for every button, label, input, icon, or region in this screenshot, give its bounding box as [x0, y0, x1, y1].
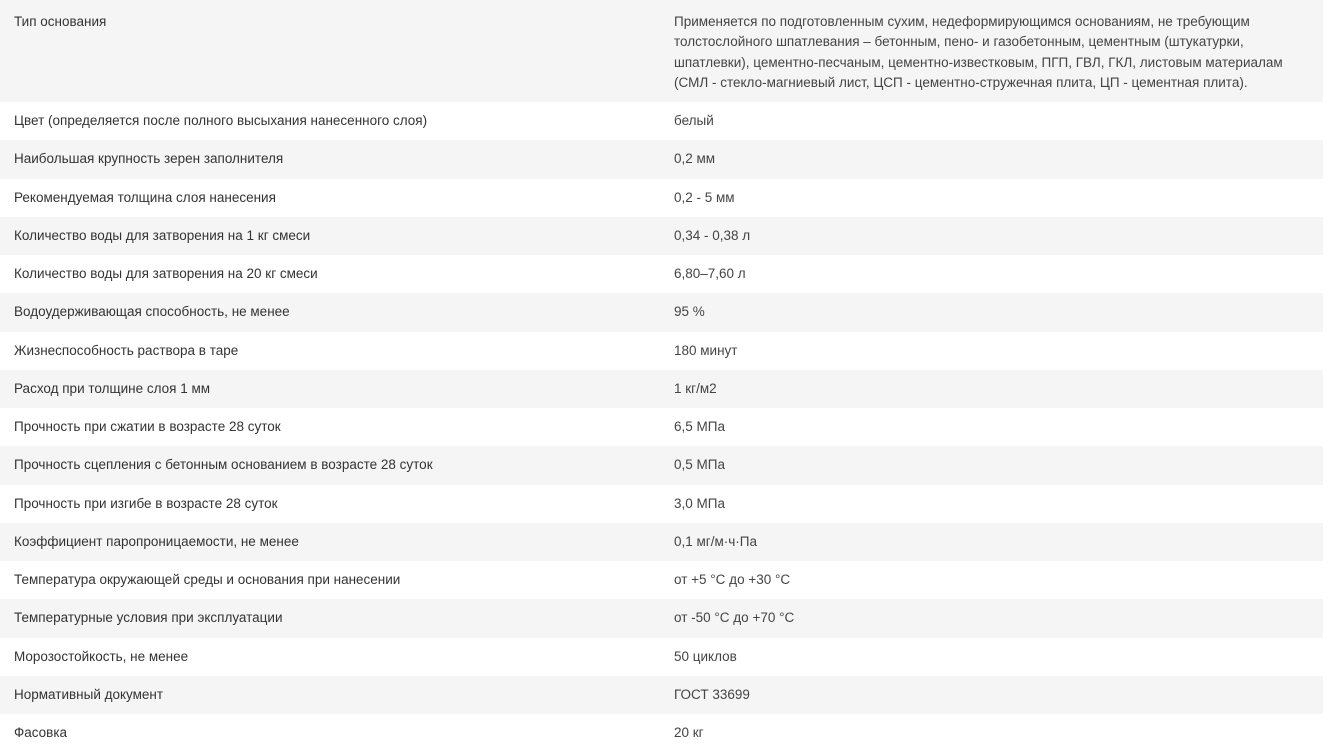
spec-value-cell: 3,0 МПа — [660, 485, 1323, 523]
spec-name-cell: Прочность при сжатии в возрасте 28 суток — [0, 408, 660, 446]
spec-value-cell: 95 % — [660, 293, 1323, 331]
table-row — [0, 523, 1323, 561]
spec-value-cell: белый — [660, 102, 1323, 140]
table-row — [0, 179, 1323, 217]
spec-value-cell: 20 кг — [660, 714, 1323, 752]
table-row — [0, 714, 1323, 752]
spec-value-cell: от -50 °С до +70 °С — [660, 599, 1323, 637]
spec-value-cell: Применяется по подготовленным сухим, недеформирующимся основаниям, не требующим толстослойного шпатлевания – бетонным, пено- и газобетонным, цементным (штукатурки, шпатлевки), цементно-песчаным, цементно-известковым, ПГП, ГВЛ, ГКЛ, листовым материалам (СМЛ - стекло-магниевый лист, ЦСП - цементно-стружечная плита, ЦП - цементная плита). — [660, 0, 1323, 102]
table-row — [0, 446, 1323, 484]
spec-value-cell: ГОСТ 33699 — [660, 676, 1323, 714]
spec-value-cell: 180 минут — [660, 332, 1323, 370]
table-row — [0, 217, 1323, 255]
table-row — [0, 0, 1323, 102]
spec-value-cell: 0,1 мг/м·ч·Па — [660, 523, 1323, 561]
spec-value-cell: 1 кг/м2 — [660, 370, 1323, 408]
spec-name-cell: Нормативный документ — [0, 676, 660, 714]
spec-name-cell: Рекомендуемая толщина слоя нанесения — [0, 179, 660, 217]
spec-name-cell: Температура окружающей среды и основания при нанесении — [0, 561, 660, 599]
spec-name-cell: Расход при толщине слоя 1 мм — [0, 370, 660, 408]
table-row — [0, 140, 1323, 178]
table-row — [0, 102, 1323, 140]
spec-value-cell: 50 циклов — [660, 638, 1323, 676]
spec-name-cell: Количество воды для затворения на 20 кг смеси — [0, 255, 660, 293]
spec-name-cell: Коэффициент паропроницаемости, не менее — [0, 523, 660, 561]
table-row — [0, 255, 1323, 293]
spec-value-cell: 0,34 - 0,38 л — [660, 217, 1323, 255]
spec-name-cell: Фасовка — [0, 714, 660, 752]
table-row — [0, 638, 1323, 676]
spec-value-cell: 6,5 МПа — [660, 408, 1323, 446]
table-row — [0, 599, 1323, 637]
table-row — [0, 293, 1323, 331]
table-row — [0, 676, 1323, 714]
spec-name-cell: Водоудерживающая способность, не менее — [0, 293, 660, 331]
spec-name-cell: Наибольшая крупность зерен заполнителя — [0, 140, 660, 178]
table-row — [0, 561, 1323, 599]
table-row — [0, 485, 1323, 523]
table-row — [0, 408, 1323, 446]
spec-name-cell: Количество воды для затворения на 1 кг смеси — [0, 217, 660, 255]
spec-name-cell: Температурные условия при эксплуатации — [0, 599, 660, 637]
spec-value-cell: 0,2 - 5 мм — [660, 179, 1323, 217]
spec-name-cell: Жизнеспособность раствора в таре — [0, 332, 660, 370]
spec-name-cell: Морозостойкость, не менее — [0, 638, 660, 676]
spec-value-cell: от +5 °С до +30 °С — [660, 561, 1323, 599]
spec-value-cell: 6,80–7,60 л — [660, 255, 1323, 293]
spec-name-cell: Тип основания — [0, 0, 660, 102]
table-row — [0, 332, 1323, 370]
spec-value-cell: 0,2 мм — [660, 140, 1323, 178]
spec-name-cell: Прочность сцепления с бетонным основанием в возрасте 28 суток — [0, 446, 660, 484]
spec-value-cell: 0,5 МПа — [660, 446, 1323, 484]
spec-name-cell: Прочность при изгибе в возрасте 28 суток — [0, 485, 660, 523]
spec-name-cell: Цвет (определяется после полного высыхания нанесенного слоя) — [0, 102, 660, 140]
table-row — [0, 370, 1323, 408]
